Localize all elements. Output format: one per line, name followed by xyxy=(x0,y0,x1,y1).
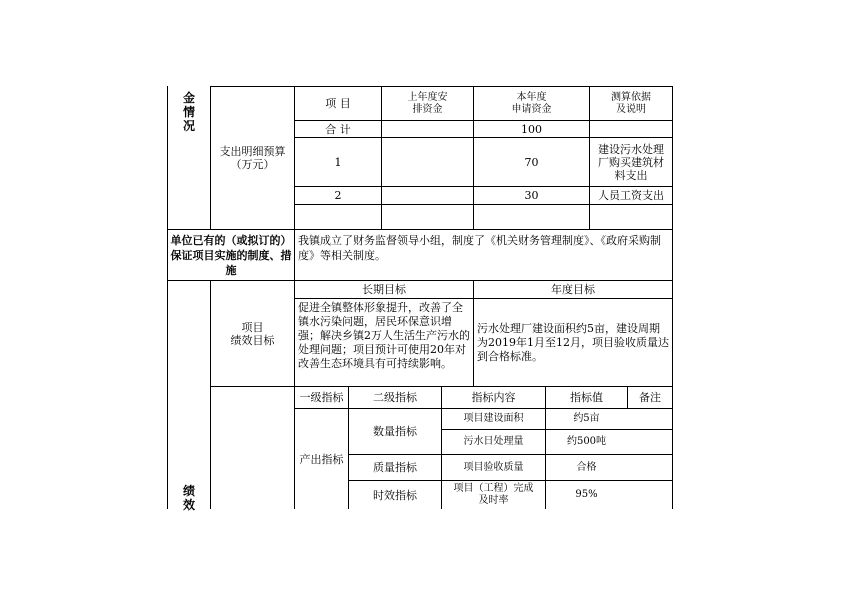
goals-label: 项目 绩效目标 xyxy=(230,320,275,347)
budget-header-prev: 上年度安 排资金 xyxy=(407,91,448,115)
annual-goal-header: 年度目标 xyxy=(551,283,595,296)
long-term-goal-text: 促进全镇整体形象提升，改善了全镇水污染问题，居民环保意识增强；解决乡镇2万人生活生产污水的处理问题；项目预计可使用20年对改善生态环境具有可持续影响。 xyxy=(298,301,470,370)
measures-label: 单位已有的（或拟订的）保证项目实施的制度、措施 xyxy=(170,233,292,277)
indicator-value: 约500吨 xyxy=(566,436,607,447)
budget-header-basis: 测算依据 及说明 xyxy=(611,91,651,115)
indicator-timeliness: 时效指标 xyxy=(373,488,417,502)
indicator-value: 约5亩 xyxy=(573,413,600,424)
measures-text: 我镇成立了财务监督领导小组，制度了《机关财务管理制度》、《政府采购制度》等相关制度。 xyxy=(298,234,661,262)
budget-total-label: 合 计 xyxy=(325,122,351,136)
indicator-content: 项目验收质量 xyxy=(463,461,524,473)
indicator-quality: 质量指标 xyxy=(373,461,417,474)
grid-line xyxy=(167,86,168,509)
indicator-value: 合格 xyxy=(576,461,597,473)
indicator-header-value: 指标值 xyxy=(570,391,603,404)
indicator-header-lvl2: 二级指标 xyxy=(373,391,417,404)
indicator-content: 项目（工程）完成 及时率 xyxy=(453,483,534,506)
indicator-content: 污水日处理量 xyxy=(463,436,524,447)
budget-row-item: 2 xyxy=(334,189,342,202)
indicator-lvl1-output: 产出指标 xyxy=(299,452,344,466)
budget-row-item: 1 xyxy=(334,155,342,169)
budget-total-curr: 100 xyxy=(521,122,542,136)
indicator-header-note: 备注 xyxy=(639,391,661,404)
indicator-quantity: 数量指标 xyxy=(373,425,417,438)
budget-row-curr: 70 xyxy=(524,155,539,169)
budget-header-curr: 本年度 申请资金 xyxy=(511,91,552,115)
budget-row-curr: 30 xyxy=(524,189,539,202)
section-funds-label: 金 情 况 xyxy=(182,91,195,133)
budget-row-basis: 建设污水处理 厂购买建筑材 料支出 xyxy=(598,142,664,182)
annual-goal-text: 污水处理厂建设面积约5亩，建设周期为2019年1月至12月，项目验收质量达到合格标准。 xyxy=(477,321,669,363)
section-performance-label: 绩 效 xyxy=(182,484,195,512)
indicator-content: 项目建设面积 xyxy=(463,413,524,424)
indicator-header-content: 指标内容 xyxy=(471,391,516,404)
long-term-goal-header: 长期目标 xyxy=(362,283,406,296)
budget-row-label: 支出明细预算 （万元） xyxy=(219,145,286,171)
budget-header-item: 项 目 xyxy=(325,97,351,110)
indicator-header-lvl1: 一级指标 xyxy=(299,391,344,404)
budget-row-basis: 人员工资支出 xyxy=(598,189,664,202)
grid-line xyxy=(294,204,673,205)
indicator-value: 95% xyxy=(575,489,598,500)
